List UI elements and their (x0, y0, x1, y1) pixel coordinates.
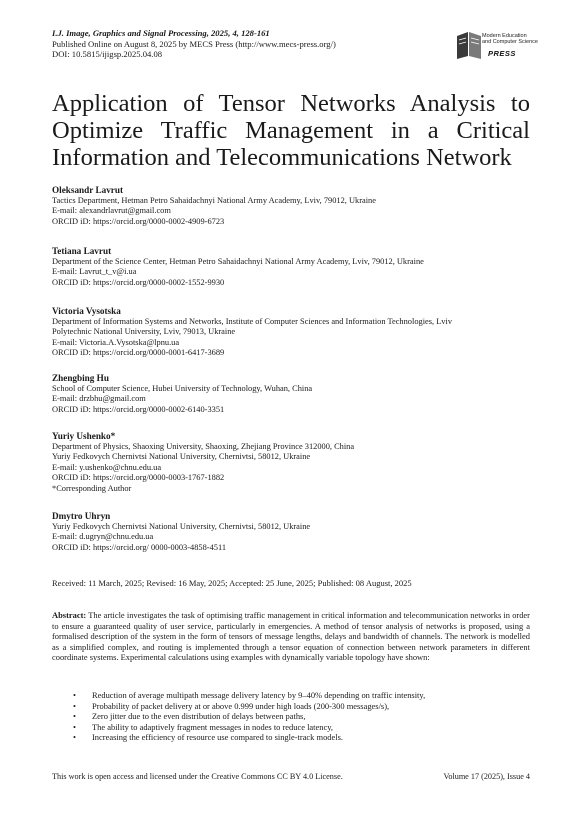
list-item-text: Reduction of average multipath message delivery latency by 9–40% depending on traffic intensity, (92, 690, 426, 700)
author-name: Dmytro Uhryn (52, 511, 111, 521)
author-email: E-mail: d.ugryn@chnu.edu.ua (52, 532, 154, 542)
author-name: Yuriy Ushenko* (52, 431, 116, 441)
logo-text (482, 33, 538, 45)
author-affiliation: Tactics Department, Hetman Petro Sahaidachnyi National Army Academy, Lviv, 79012, Ukraine (52, 196, 376, 205)
received-dates: Received: 11 March, 2025; Revised: 16 May, 2025; Accepted: 25 June, 2025; Published: 08 August, 2025 (52, 578, 412, 588)
bullet-icon: • (73, 732, 76, 743)
author-orcid: ORCID iD: https://orcid.org/0000-0002-6140-3351 (52, 404, 225, 414)
abstract-label: Abstract: (52, 610, 87, 620)
author-block (52, 510, 532, 553)
author-block (52, 305, 532, 359)
list-item-text: The ability to adaptively fragment messages in nodes to reduce latency, (92, 721, 334, 732)
author-orcid: ORCID iD: https://orcid.org/0000-0002-4909-6723 (52, 216, 225, 226)
list-item-text: Zero jitter due to the even distribution of delays between paths, (92, 711, 306, 722)
bullet-icon: • (73, 711, 76, 722)
bullet-icon: • (73, 690, 76, 700)
findings-list (52, 690, 522, 743)
book-icon (455, 30, 483, 60)
author-affiliation: Department of Physics, Shaoxing University, Shaoxing, Zhejiang Province 312000, China (52, 442, 355, 451)
author-affiliation: Department of the Science Center, Hetman Petro Sahaidachnyi National Army Academy, Lviv, 79012, Ukraine (52, 257, 424, 266)
journal-issue-ref: 2025, 4, 128-161 (208, 28, 270, 38)
list-item (52, 690, 522, 701)
author-name: Zhengbing Hu (52, 373, 109, 383)
author-email: E-mail: alexandrlavrut@gmail.com (52, 206, 171, 216)
journal-name: I.J. Image, Graphics and Signal Processing, (52, 28, 209, 38)
logo-line-1: Modern Education (482, 33, 527, 39)
page-footer (52, 772, 530, 781)
corresponding-note: *Corresponding Author (52, 483, 132, 493)
list-item (52, 722, 522, 733)
list-item-text: Probability of packet delivery at or above 0.999 under high loads (200-300 messages/s), (92, 700, 390, 711)
author-email: E-mail: Lavrut_t_v@i.ua (52, 267, 137, 277)
author-orcid: ORCID iD: https://orcid.org/0000-0001-6417-3689 (52, 348, 225, 358)
published-line: Published Online on August 8, 2025 by MECS Press (http://www.mecs-press.org/) (52, 38, 336, 49)
author-orcid: ORCID iD: https://orcid.org/0000-0003-1767-1882 (52, 473, 225, 483)
bullet-icon: • (73, 700, 76, 711)
author-email: E-mail: Victoria.A.Vysotska@lpnu.ua (52, 337, 180, 347)
list-item (52, 701, 522, 712)
logo-line-2: and Computer Science (482, 39, 538, 45)
journal-header (52, 28, 336, 60)
logo-press: PRESS (488, 49, 516, 58)
author-affiliation: School of Computer Science, Hubei University of Technology, Wuhan, China (52, 384, 313, 393)
author-block (52, 184, 532, 227)
abstract (52, 610, 530, 663)
bullet-icon: • (73, 721, 76, 732)
author-orcid: ORCID iD: https://orcid.org/ 0000-0003-4858-4511 (52, 542, 227, 552)
list-item (52, 732, 522, 743)
author-affiliation: Yuriy Fedkovych Chernivtsi National University, Chernivtsi, 58012, Ukraine (52, 522, 311, 531)
author-block (52, 245, 532, 288)
author-block (52, 372, 532, 415)
author-email: E-mail: y.ushenko@chnu.edu.ua (52, 462, 162, 472)
volume-issue: Volume 17 (2025), Issue 4 (443, 772, 530, 781)
paper-title: Application of Tensor Networks Analysis to Optimize Traffic Management in a Critical Information and Telecommunications Network (52, 90, 530, 171)
author-name: Victoria Vysotska (52, 306, 121, 316)
abstract-text: The article investigates the task of optimising traffic management in critical information and telecommunication networks in order to ensure a guaranteed quality of user service, particularly in emergencies. A method of tensor analysis of networks is proposed, using a formalised description of the system in the form of tensors of message lengths, delays and bandwidth of channels. The network is modelled as a simplified complex, and routing is implemented through a tensor equation of connection between network parameters in different coordinate systems. Experimental calculations using examples with dynamically variable topology have shown: (52, 610, 530, 663)
doi-line: DOI: 10.5815/ijigsp.2025.04.08 (52, 49, 163, 59)
author-email: E-mail: drzbhu@gmail.com (52, 394, 146, 404)
publisher-logo (455, 30, 538, 64)
author-name: Tetiana Lavrut (52, 246, 112, 256)
author-affiliation: Polytechnic National University, Lviv, 79013, Ukraine (52, 327, 236, 337)
journal-citation (52, 28, 336, 39)
author-affiliation: Yuriy Fedkovych Chernivtsi National University, Chernivtsi, 58012, Ukraine (52, 452, 311, 462)
list-item-text: Increasing the efficiency of resource use compared to single-track models. (92, 732, 343, 743)
author-name: Oleksandr Lavrut (52, 185, 124, 195)
author-affiliation: Department of Information Systems and Networks, Institute of Computer Sciences and Information Technologies, Lviv (52, 317, 453, 326)
author-orcid: ORCID iD: https://orcid.org/0000-0002-1552-9930 (52, 277, 225, 287)
license-note: This work is open access and licensed under the Creative Commons CC BY 4.0 License. (52, 772, 343, 781)
list-item (52, 711, 522, 722)
author-block (52, 430, 532, 494)
